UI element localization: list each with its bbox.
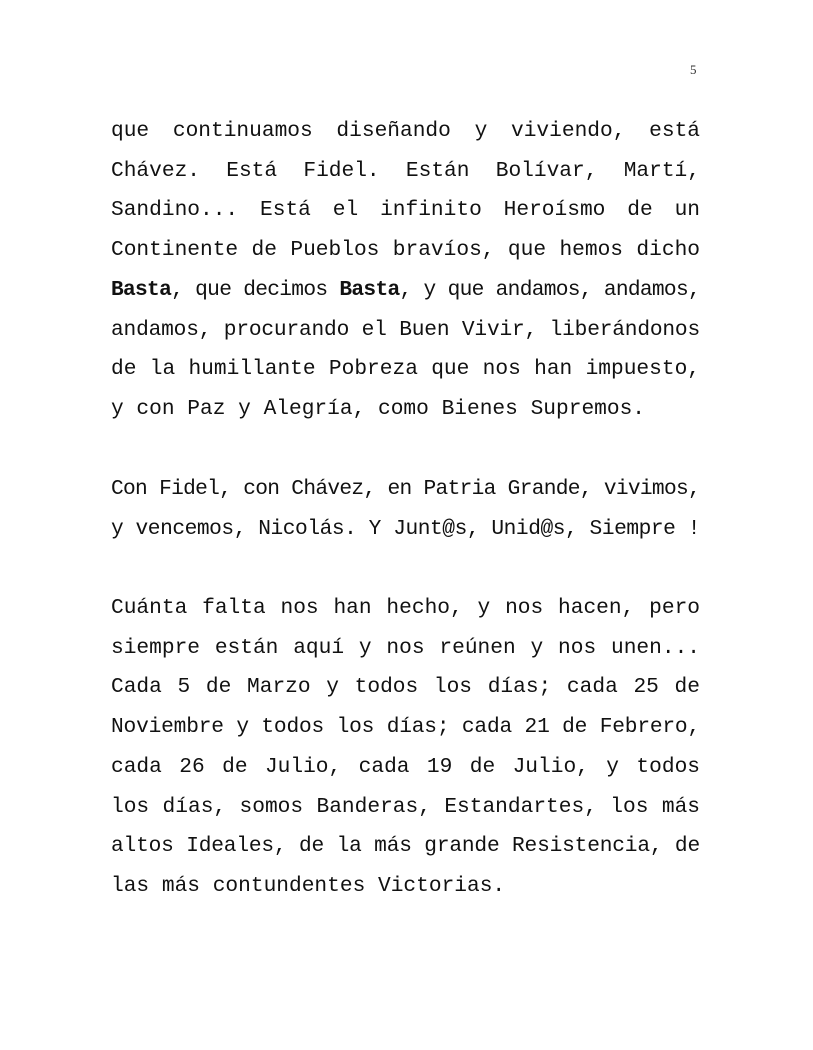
text-line: y vencemos, Nicolás. Y Junt@s, Unid@s, Siempre ! — [111, 516, 700, 541]
bold-text: Basta — [111, 277, 172, 302]
text-line: y con Paz y Alegría, como Bienes Supremos. — [111, 396, 646, 421]
text-line: siempre están aquí y nos reúnen y nos unen... — [111, 635, 700, 660]
bold-text: Basta — [339, 277, 400, 302]
text-line: altos Ideales, de la más grande Resistencia, de — [111, 834, 700, 859]
text-segment: , y que andamos, andamos, — [399, 277, 700, 302]
page-number: 5 — [690, 62, 697, 77]
text-line: Continente de Pueblos bravíos, que hemos dicho — [111, 238, 700, 263]
text-line: Cuánta falta nos han hecho, y nos hacen, pero — [111, 596, 700, 620]
text-line: las más contundentes Victorias. — [111, 873, 506, 898]
text-line: que continuamos diseñando y viviendo, está — [111, 119, 700, 143]
text-line: los días, somos Banderas, Estandartes, los más — [111, 794, 700, 819]
text-line: de la humillante Pobreza que nos han impuesto, — [111, 357, 700, 382]
text-line: Chávez. Está Fidel. Están Bolívar, Martí, — [111, 158, 700, 183]
text-line: Cada 5 de Marzo y todos los días; cada 25 de — [111, 675, 700, 700]
text-line: Noviembre y todos los días; cada 21 de Febrero, — [111, 715, 700, 740]
text-line — [111, 277, 700, 303]
text-line: cada 26 de Julio, cada 19 de Julio, y todos — [111, 754, 700, 779]
text-line: Sandino... Está el infinito Heroísmo de un — [111, 198, 700, 223]
text-line: Con Fidel, con Chávez, en Patria Grande, vivimos, — [111, 477, 700, 501]
text-line: andamos, procurando el Buen Vivir, liberándonos — [111, 317, 700, 342]
text-segment: , que decimos — [171, 277, 340, 302]
